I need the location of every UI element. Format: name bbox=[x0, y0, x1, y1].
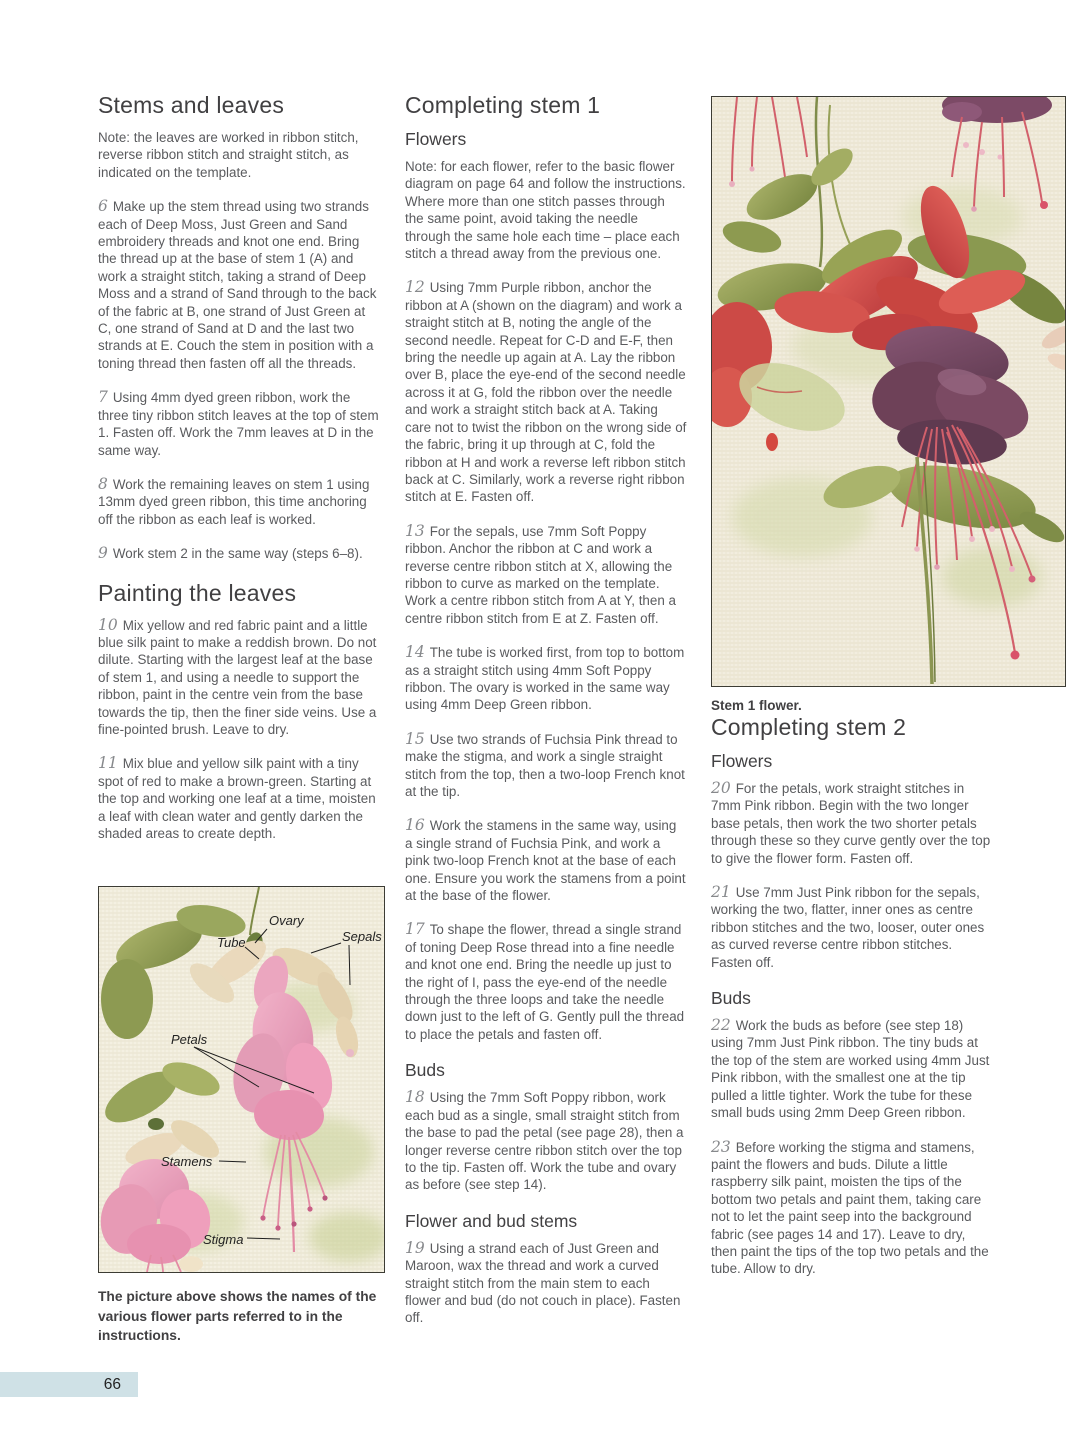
step-number: 23 bbox=[711, 1137, 731, 1156]
subheading-flowers-1: Flowers bbox=[405, 129, 467, 149]
step-6 bbox=[98, 198, 379, 372]
step-9 bbox=[98, 545, 379, 562]
step-text: Use 7mm Just Pink ribbon for the sepals, working the two, flatter, inner ones as centre ribbon stitches and the two, looser, outer ones as curved reverse centre ribbon stitches. Fasten off. bbox=[711, 885, 985, 970]
step-number: 12 bbox=[405, 278, 425, 297]
heading-painting-the-leaves: Painting the leaves bbox=[98, 579, 297, 606]
step-23 bbox=[711, 1139, 991, 1278]
step-12 bbox=[405, 279, 687, 505]
step-number: 13 bbox=[405, 521, 425, 540]
heading-completing-stem-1: Completing stem 1 bbox=[405, 92, 601, 118]
step-text: Work the remaining leaves on stem 1 using 13mm dyed green ribbon, this time anchoring off the ribbon as each leaf is worked. bbox=[98, 476, 370, 527]
step-number: 10 bbox=[98, 615, 118, 634]
step-17 bbox=[405, 921, 687, 1043]
step-21 bbox=[711, 884, 991, 971]
step-16 bbox=[405, 817, 687, 904]
step-7 bbox=[98, 389, 379, 459]
step-8 bbox=[98, 476, 379, 528]
photo-label-stigma: Stigma bbox=[203, 1232, 244, 1248]
step-18 bbox=[405, 1089, 687, 1193]
heading-completing-stem-2: Completing stem 2 bbox=[711, 714, 907, 740]
step-number: 14 bbox=[405, 643, 425, 662]
step-number: 6 bbox=[98, 197, 108, 216]
step-15 bbox=[405, 731, 687, 801]
step-number: 15 bbox=[405, 729, 425, 748]
step-number: 8 bbox=[98, 474, 108, 493]
heading-stems-and-leaves: Stems and leaves bbox=[98, 92, 285, 118]
stem-1-flower-photo-art bbox=[712, 97, 1065, 686]
step-text: For the petals, work straight stitches in 7mm Pink ribbon. Begin with the two longer base petals, then work the two shorter petals through these so they curve gently over the top to give the flower form. Fasten off. bbox=[711, 781, 991, 866]
caption-flower-parts: The picture above shows the names of the various flower parts referred to in the instructions. bbox=[98, 1289, 377, 1344]
step-number: 11 bbox=[98, 754, 118, 773]
caption-stem-1-flower: Stem 1 flower. bbox=[711, 698, 802, 713]
step-text: Work stem 2 in the same way (steps 6–8). bbox=[112, 546, 363, 562]
page-number: 66 bbox=[103, 1376, 121, 1393]
note-leaves: Note: the leaves are worked in ribbon stitch, reverse ribbon stitch and straight stitch, as indicated on the template. bbox=[98, 130, 359, 180]
step-number: 20 bbox=[711, 779, 731, 797]
step-text: The tube is worked first, from top to bottom as a straight stitch using 4mm Soft Poppy ribbon. The ovary is worked in the same way using 4mm Deep Green ribbon. bbox=[405, 645, 685, 713]
step-text: Using a strand each of Just Green and Maroon, wax the thread and work a curved straight stitch from the main stem to each flower and bud (do not couch in place). Fasten off. bbox=[405, 1240, 681, 1326]
subheading-buds-2: Buds bbox=[711, 988, 751, 1009]
step-text: Using 4mm dyed green ribbon, work the three tiny ribbon stitch leaves at the top of stem 1. Fasten off. Work the 7mm leaves at D in the same way. bbox=[98, 390, 379, 458]
photo-label-petals: Petals bbox=[171, 1032, 208, 1048]
column-stems-and-leaves bbox=[98, 92, 382, 1346]
step-text: Work the stamens in the same way, using a single strand of Fuchsia Pink, and work a pink two-loop French knot at the base of each one. Ensure you work the stamens from a point at the base of the flower. bbox=[405, 818, 686, 904]
step-text: Make up the stem thread using two strands each of Deep Moss, Just Green and Sand embroidery threads and knot one end. Bring the thread up at the base of stem 1 (A) and work a straight stitch, taking a strand of Deep Moss and a strand of Sand through to the back of the fabric at B, one strand of Just Green at C, one strand of Sand at D and the last two strands at E. Couch the stem in position with a toning thread then fasten off all the threads. bbox=[98, 199, 377, 371]
step-number: 9 bbox=[98, 544, 108, 563]
subheading-buds-1: Buds bbox=[405, 1060, 445, 1081]
step-11 bbox=[98, 755, 379, 842]
step-19 bbox=[405, 1240, 687, 1327]
photo-label-sepals: Sepals bbox=[342, 929, 382, 945]
step-22 bbox=[711, 1017, 991, 1121]
step-text: Use two strands of Fuchsia Pink thread to make the stigma, and work a single straight stitch from the top, then a two-loop French knot at the tip. bbox=[405, 731, 685, 799]
flower-parts-photo-art bbox=[99, 887, 384, 1272]
step-text: To shape the flower, thread a single strand of toning Deep Rose thread into a fine needle and knot one end. Bring the needle up just to the right of I, pass the eye-end of the needle through the three loops and take the needle down just to the left of G. Gently pull the thread to place the petals and fasten off. bbox=[405, 922, 685, 1042]
subheading-flowers-2: Flowers bbox=[711, 751, 773, 771]
subheading-flower-and-bud-stems: Flower and bud stems bbox=[405, 1210, 578, 1231]
photo-label-stamens: Stamens bbox=[161, 1154, 213, 1170]
step-number: 7 bbox=[98, 388, 108, 407]
step-text: Mix yellow and red fabric paint and a little blue silk paint to make a reddish brown. Do not dilute. Starting with the largest leaf at the base of stem 1, and using a needle to support the ribbon, paint in the centre vein from the base towards the tip, then the finer side veins. Use a fine-pointed brush. Leave to dry. bbox=[98, 617, 377, 737]
page-number-band bbox=[0, 1372, 138, 1397]
step-20 bbox=[711, 780, 991, 867]
step-10 bbox=[98, 617, 379, 739]
note-flowers: Note: for each flower, refer to the basic flower diagram on page 64 and follow the instructions. Where more than one stitch passes through the same point, avoid taking the needle through the same hole each time – place each stitch a thread away from the previous one. bbox=[405, 159, 686, 262]
flower-parts-photo bbox=[98, 886, 385, 1273]
step-13 bbox=[405, 523, 687, 627]
step-number: 21 bbox=[711, 883, 731, 902]
step-number: 17 bbox=[405, 920, 425, 939]
stem-1-flower-photo bbox=[711, 96, 1066, 687]
column-completing-stem-2 bbox=[711, 698, 991, 1295]
step-text: Before working the stigma and stamens, paint the flowers and buds. Dilute a little raspberry silk paint, moisten the tips of the bottom two petals and paint them, taking care not to let the paint seep into the background fabric (see pages 14 and 17). Leave to dry, then paint the tips of the top two petals and the tube. Allow to dry. bbox=[711, 1139, 989, 1277]
step-14 bbox=[405, 644, 687, 714]
step-number: 18 bbox=[405, 1088, 425, 1107]
photo-label-tube: Tube bbox=[217, 935, 246, 951]
column-completing-stem-1 bbox=[405, 92, 687, 1344]
step-number: 22 bbox=[711, 1016, 731, 1035]
step-text: Using the 7mm Soft Poppy ribbon, work each bud as a single, small straight stitch from the base to pad the petal (see page 28), then a longer reverse centre ribbon stitch over the top to the tip. Fasten off. Work the tube and ovary as before (see step 14). bbox=[405, 1090, 684, 1193]
step-text: Using 7mm Purple ribbon, anchor the ribbon at A (shown on the diagram) and work a straight stitch at B, noting the angle of the second needle. Repeat for C-D and E-F, then bring the needle up again at A. Lay the ribbon over B, place the eye-end of the second needle across it at G, fold the ribbon over the needle and work a straight stitch back at A. Taking care not to twist the ribbon on the wrong side of the fabric, bring it up through at C, fold the ribbon at H and work a reverse left ribbon stitch back at C. Similarly, work a reverse right ribbon stitch at E. Fasten off. bbox=[405, 280, 687, 505]
photo-label-ovary: Ovary bbox=[269, 913, 304, 929]
step-number: 19 bbox=[405, 1238, 425, 1257]
step-text: Mix blue and yellow silk paint with a tiny spot of red to make a brown-green. Starting at the top and working one leaf at a time, moisten a leaf with clean water and gently darken the shaded areas to create depth. bbox=[98, 756, 376, 841]
step-text: For the sepals, use 7mm Soft Poppy ribbon. Anchor the ribbon at C and work a reverse centre ribbon stitch at X, allowing the ribbon to curve as marked on the template. Work a centre ribbon stitch from A at Y, then a centre ribbon stitch from E at Z. Fasten off. bbox=[405, 523, 676, 626]
step-text: Work the buds as before (see step 18) using 7mm Just Pink ribbon. The tiny buds at the top of the stem are worked using 4mm Just Pink ribbon, with the smallest one at the tip pulled a little tighter. Work the tube for these small buds using 2mm Deep Green ribbon. bbox=[711, 1018, 990, 1121]
step-number: 16 bbox=[405, 816, 425, 835]
